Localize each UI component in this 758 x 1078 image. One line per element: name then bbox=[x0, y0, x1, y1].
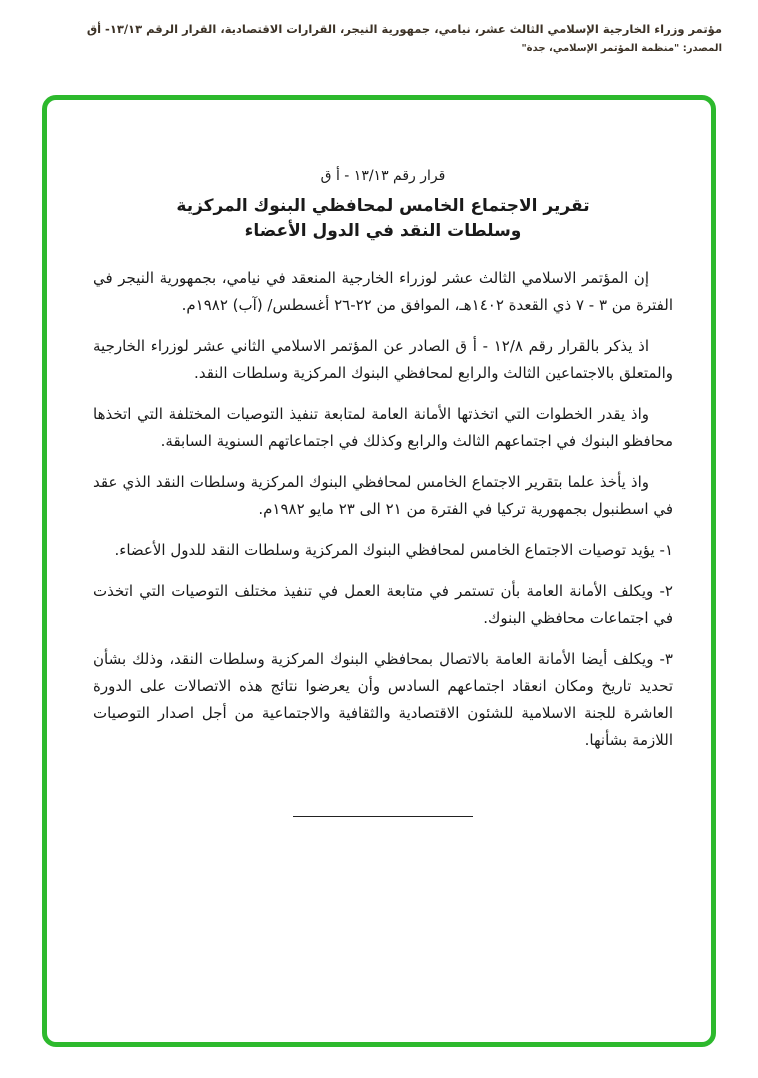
header-source-line bbox=[36, 43, 722, 54]
source-value: "منظمة المؤتمر الإسلامي، جدة" bbox=[521, 43, 680, 55]
item-2-number: ٢- bbox=[659, 582, 673, 600]
resolution-title-line1: تقرير الاجتماع الخامس لمحافظي البنوك المركزية bbox=[176, 196, 590, 216]
source-label: المصدر: bbox=[682, 43, 722, 55]
resolution-number: قرار رقم ١٣/١٣ - أ ق bbox=[320, 168, 446, 184]
preamble-paragraph-4: واذ يأخذ علما بتقرير الاجتماع الخامس لمحافظي البنوك المركزية وسلطات النقد الذي عقد في اسطنبول بجمهورية تركيا في الفترة من ٢١ الى ٢٣ مايو ١٩٨٢م. bbox=[93, 473, 673, 518]
item-3-number: ٣- bbox=[659, 650, 673, 668]
document-body bbox=[47, 100, 711, 817]
end-rule bbox=[293, 816, 473, 817]
operative-item-3 bbox=[93, 646, 673, 754]
item-3-text: ويكلف أيضا الأمانة العامة بالاتصال بمحافظي البنوك المركزية وسلطات النقد، وذلك بشأن تحديد تاريخ ومكان انعقاد اجتماعهم السادس وأن يعرضوا نتائج هذه الاتصالات على الدورة العاشرة للجنة الاسلامية للشئون الاقتصادية والثقافية والاجتماعية من أجل اصدار التوصيات اللازمة بشأنها. bbox=[93, 650, 673, 749]
item-1-number: ١- bbox=[659, 541, 673, 559]
item-2-text: ويكلف الأمانة العامة بأن تستمر في متابعة العمل في تنفيذ مختلف التوصيات التي اتخذت في اجتماعات محافظي البنوك. bbox=[93, 582, 673, 627]
preamble-paragraph-1: إن المؤتمر الاسلامي الثالث عشر لوزراء الخارجية المنعقد في نيامي، بجمهورية النيجر في الفترة من ٣ - ٧ ذي القعدة ١٤٠٢هـ، الموافق من ٢٢-٢٦ أغسطس/ (آب) ١٩٨٢م. bbox=[93, 269, 673, 314]
operative-item-2 bbox=[93, 578, 673, 632]
header-title: مؤتمر وزراء الخارجية الإسلامي الثالث عشر، نيامي، جمهورية النيجر، القرارات الاقتصادية، القرار الرقم ١٣/١٣- أق bbox=[86, 22, 722, 36]
operative-item-1 bbox=[93, 537, 673, 564]
preamble-paragraph-2: اذ يذكر بالقرار رقم ١٢/٨ - أ ق الصادر عن المؤتمر الاسلامي الثاني عشر لوزراء الخارجية والمتعلق بالاجتماعين الثالث والرابع لمحافظي البنوك المركزية وسلطات النقد. bbox=[93, 337, 673, 382]
resolution-title-line2: وسلطات النقد في الدول الأعضاء bbox=[244, 221, 522, 241]
preamble-paragraph-3: واذ يقدر الخطوات التي اتخذتها الأمانة العامة لمتابعة تنفيذ التوصيات المختلفة التي اتخذها محافظو البنوك في اجتماعهم الثالث والرابع وكذلك في اجتماعاتهم السنوية السابقة. bbox=[93, 405, 673, 450]
item-1-text: يؤيد توصيات الاجتماع الخامس لمحافظي البنوك المركزية وسلطات النقد للدول الأعضاء. bbox=[114, 541, 655, 559]
document-header bbox=[0, 0, 758, 54]
scanned-document-frame bbox=[42, 95, 716, 1047]
